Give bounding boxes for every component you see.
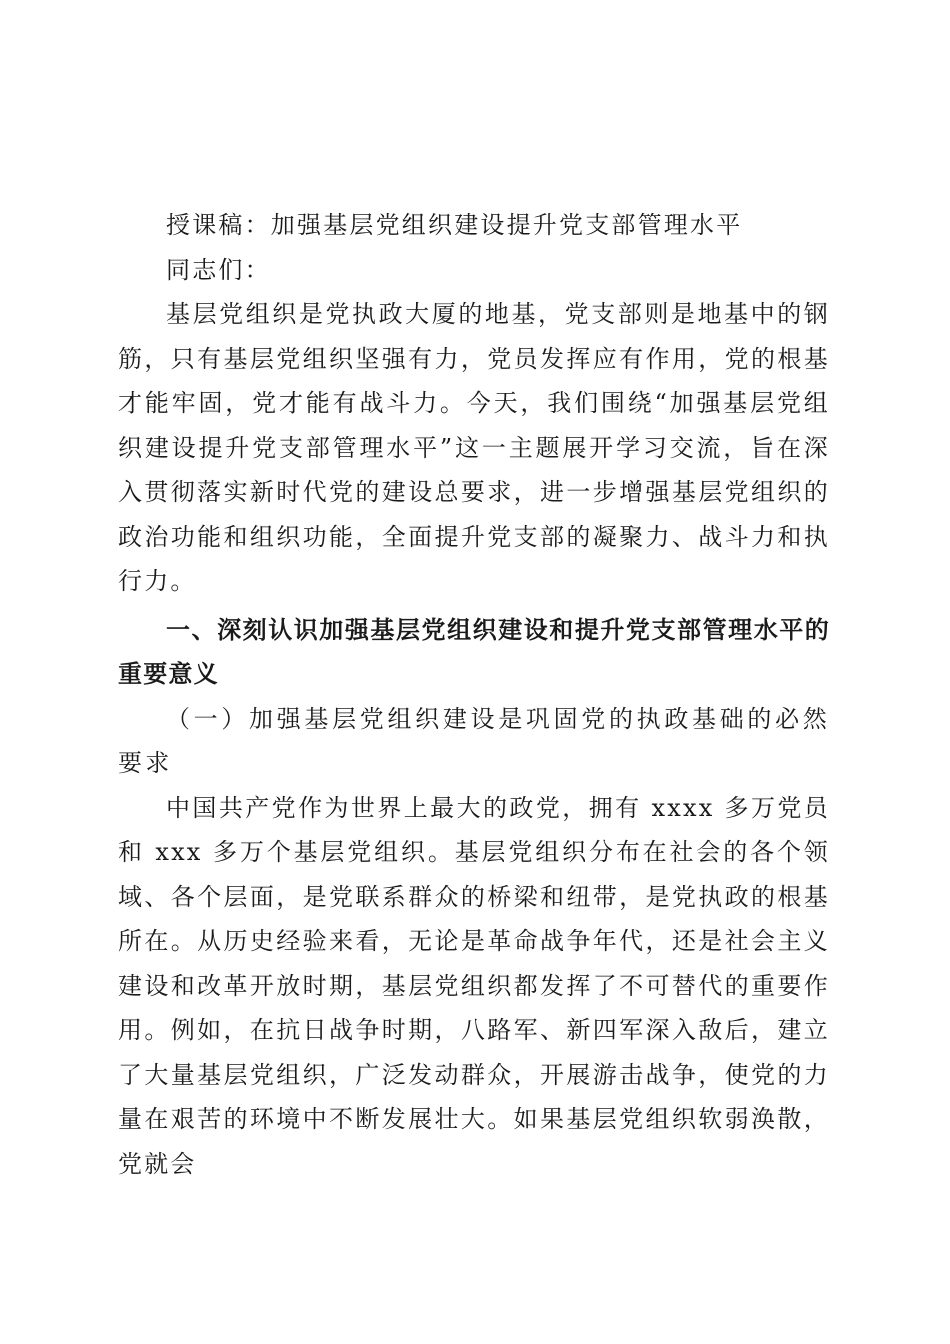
document-body xyxy=(118,203,830,1186)
document-title: 授课稿：加强基层党组织建设提升党支部管理水平 xyxy=(166,211,743,239)
section-heading-1: 一、深刻认识加强基层党组织建设和提升党支部管理水平的重要意义 xyxy=(118,615,830,688)
salutation: 同志们： xyxy=(166,255,271,284)
intro-paragraph: 基层党组织是党执政大厦的地基，党支部则是地基中的钢筋，只有基层党组织坚强有力，党员发挥应有作用，党的根基才能牢固，党才能有战斗力。今天，我们围绕“加强基层党组织建设提升党支部管理水平”这一主题展开学习交流，旨在深入贯彻落实新时代党的建设总要求，进一步增强基层党组织的政治功能和组织功能，全面提升党支部的凝聚力、战斗力和执行力。 xyxy=(118,300,830,595)
subsection-1-paragraph: 中国共产党作为世界上最大的政党，拥有 xxxx 多万党员和 xxx 多万个基层党组织。基层党组织分布在社会的各个领域、各个层面，是党联系群众的桥梁和纽带，是党执政的根基所在。从历史经验来看，无论是革命战争年代，还是社会主义建设和改革开放时期，基层党组织都发挥了不可替代的重要作用。例如，在抗日战争时期，八路军、新四军深入敌后，建立了大量基层党组织，广泛发动群众，开展游击战争，使党的力量在艰苦的环境中不断发展壮大。如果基层党组织软弱涣散，党就会 xyxy=(118,793,830,1178)
subsection-heading-1: （一）加强基层党组织建设是巩固党的执政基础的必然要求 xyxy=(118,704,830,777)
